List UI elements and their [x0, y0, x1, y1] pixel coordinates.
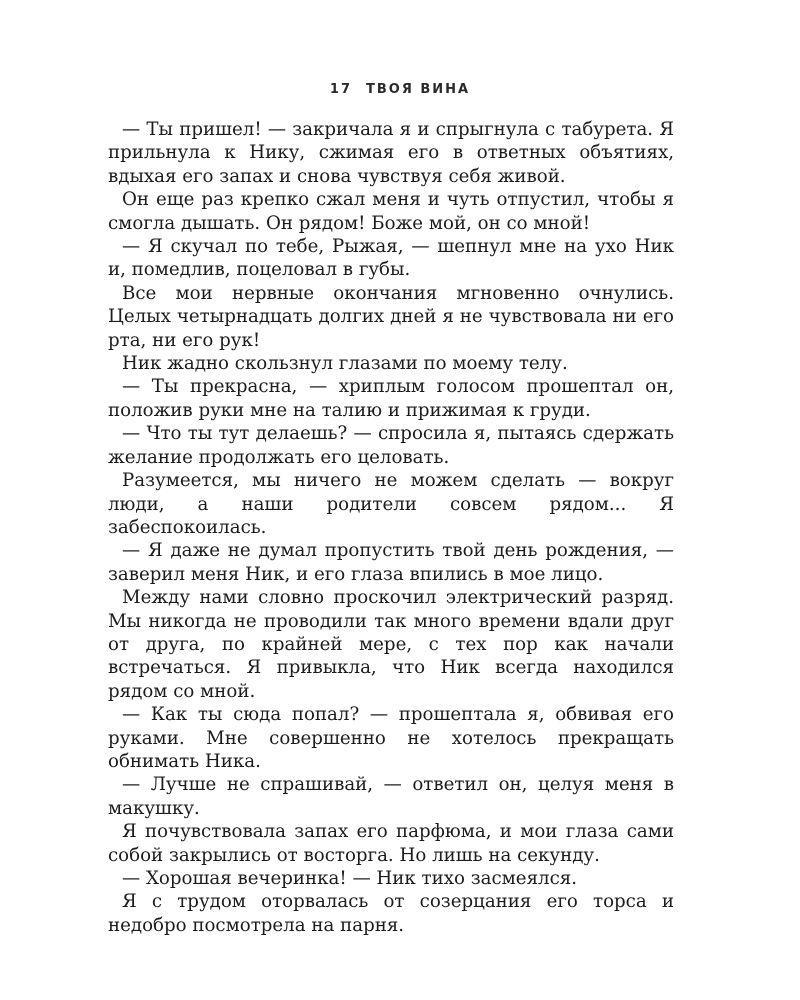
paragraph: Ник жадно скользнул глазами по моему телу.: [122, 353, 568, 375]
paragraph: — Что ты тут делаешь? — спросила я, пытаясь сдержать желание продолжать его целовать.: [108, 423, 674, 468]
paragraph: — Хорошая вечеринка! — Ник тихо засмеялся.: [122, 868, 578, 889]
running-title: ТВОЯ ВИНА: [366, 82, 471, 97]
paragraph: Я с трудом оторвалась от созерцания его торса и недобро посмотрела на парня.: [108, 891, 674, 936]
paragraph: Разумеется, мы ничего не можем сделать — вокруг люди, а наши родители совсем рядом... Я забеспокоилась.: [108, 470, 674, 538]
page-number: 17: [329, 82, 352, 97]
paragraph: — Как ты сюда попал? — прошептала я, обвивая его руками. Мне совершенно не хотелось прекращать обнимать Ника.: [108, 704, 674, 772]
body-text: [108, 118, 674, 937]
paragraph: Между нами словно проскочил электрический разряд. Мы никогда не проводили так много времени вдали друг от друга, по крайней мере, с тех пор как начали встречаться. Я привыкла, что Ник всегда находился рядом со мной.: [108, 587, 674, 702]
running-header: [0, 82, 800, 97]
paragraph: Он еще раз крепко сжал меня и чуть отпустил, чтобы я смогла дышать. Он рядом! Боже мой, он со мной!: [108, 189, 674, 234]
paragraph: — Ты пришел! — закричала я и спрыгнула с табурета. Я прильнула к Нику, сжимая его в ответных объятиях, вдыхая его запах и снова чувствуя себя живой.: [108, 119, 674, 187]
paragraph: — Ты прекрасна, — хриплым голосом прошептал он, положив руки мне на талию и прижимая к груди.: [108, 376, 674, 421]
paragraph: — Лучше не спрашивай, — ответил он, целуя меня в макушку.: [108, 774, 674, 819]
paragraph: — Я даже не думал пропустить твой день рождения, — заверил меня Ник, и его глаза впились в мое лицо.: [108, 540, 674, 585]
paragraph: — Я скучал по тебе, Рыжая, — шепнул мне на ухо Ник и, помедлив, поцеловал в губы.: [108, 236, 674, 281]
paragraph: Я почувствовала запах его парфюма, и мои глаза сами собой закрылись от восторга. Но лишь на секунду.: [108, 821, 674, 866]
paragraph: Все мои нервные окончания мгновенно очнулись. Целых четырнадцать долгих дней я не чувствовала ни его рта, ни его рук!: [108, 282, 674, 351]
